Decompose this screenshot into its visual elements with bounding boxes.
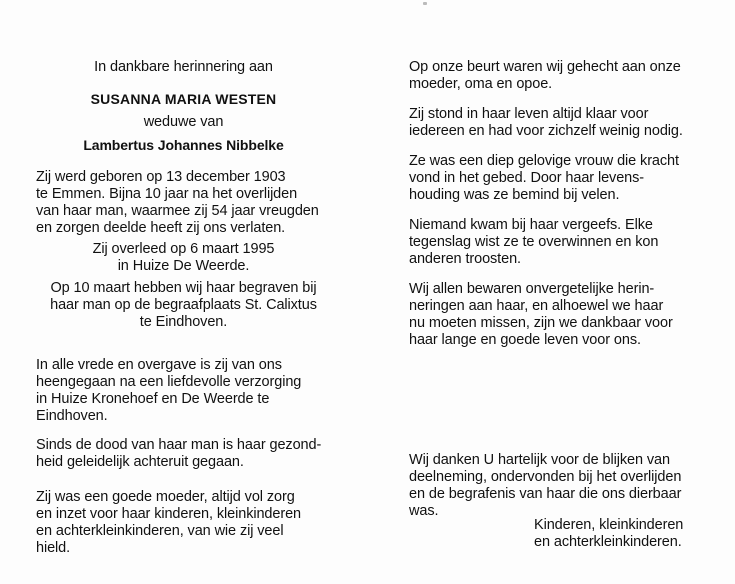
- mother-line: en inzet voor haar kinderen, kleinkinderen: [36, 506, 302, 522]
- burial-line: te Eindhoven.: [139, 314, 228, 330]
- birth-line: Zij werd geboren op 13 december 1903: [36, 169, 286, 185]
- ready-line: Zij stond in haar leven altijd klaar voor: [409, 106, 649, 122]
- bond-line: Op onze beurt waren wij gehecht aan onze: [409, 59, 681, 75]
- ready-line: iedereen en had voor zichzelf weinig nodig.: [409, 123, 683, 139]
- thanks-line: Wij danken U hartelijk voor de blijken van: [409, 452, 670, 468]
- burial-line: Op 10 maart hebben wij haar begraven bij: [50, 280, 317, 296]
- nobody-line: anderen troosten.: [409, 251, 521, 267]
- death-line: Zij overleed op 6 maart 1995: [92, 241, 275, 257]
- intro-text: In dankbare herinnering aan: [94, 59, 273, 75]
- spouse-name: Lambertus Johannes Nibbelke: [83, 137, 284, 153]
- memory-line: nu moeten missen, zijn we dankbaar voor: [409, 315, 673, 331]
- bond-line: moeder, oma en opoe.: [409, 76, 553, 92]
- right-column: [367, 0, 735, 584]
- peace-line: In alle vrede en overgave is zij van ons: [36, 357, 282, 373]
- peace-line: heengegaan na een liefdevolle verzorging: [36, 374, 302, 390]
- birth-line: en zorgen deelde heeft zij ons verlaten.: [36, 220, 286, 236]
- faith-line: Ze was een diep gelovige vrouw die kracht: [409, 153, 679, 169]
- nobody-line: tegenslag wist ze te overwinnen en kon: [409, 234, 659, 250]
- burial-line: haar man op de begraafplaats St. Calixtus: [50, 297, 317, 313]
- mother-line: hield.: [36, 540, 71, 556]
- signature-line: en achterkleinkinderen.: [534, 534, 682, 550]
- health-line: heid geleidelijk achteruit gegaan.: [36, 454, 244, 470]
- death-line: in Huize De Weerde.: [117, 258, 250, 274]
- memory-line: Wij allen bewaren onvergetelijke herin-: [409, 281, 655, 297]
- birth-line: te Emmen. Bijna 10 jaar na het overlijden: [36, 186, 298, 202]
- left-column: [0, 0, 367, 584]
- thanks-line: en de begrafenis van haar die ons dierbaar: [409, 486, 682, 502]
- mother-line: Zij was een goede moeder, altijd vol zorg: [36, 489, 295, 505]
- thanks-line: was.: [409, 503, 439, 519]
- nobody-line: Niemand kwam bij haar vergeefs. Elke: [409, 217, 653, 233]
- health-line: Sinds de dood van haar man is haar gezond-: [36, 437, 322, 453]
- peace-line: Eindhoven.: [36, 408, 108, 424]
- memory-line: neringen aan haar, en alhoewel we haar: [409, 298, 664, 314]
- faith-line: vond in het gebed. Door haar levens-: [409, 170, 644, 186]
- memory-line: haar lange en goede leven voor ons.: [409, 332, 641, 348]
- deceased-name: SUSANNA MARIA WESTEN: [90, 91, 277, 107]
- peace-line: in Huize Kronehoef en De Weerde te: [36, 391, 270, 407]
- faith-line: houding was ze bemind bij velen.: [409, 187, 620, 203]
- thanks-line: deelneming, ondervonden bij het overlijden: [409, 469, 682, 485]
- relation-text: weduwe van: [143, 114, 224, 130]
- signature-line: Kinderen, kleinkinderen: [534, 517, 684, 533]
- mother-line: en achterkleinkinderen, van wie zij veel: [36, 523, 284, 539]
- birth-line: van haar man, waarmee zij 54 jaar vreugden: [36, 203, 319, 219]
